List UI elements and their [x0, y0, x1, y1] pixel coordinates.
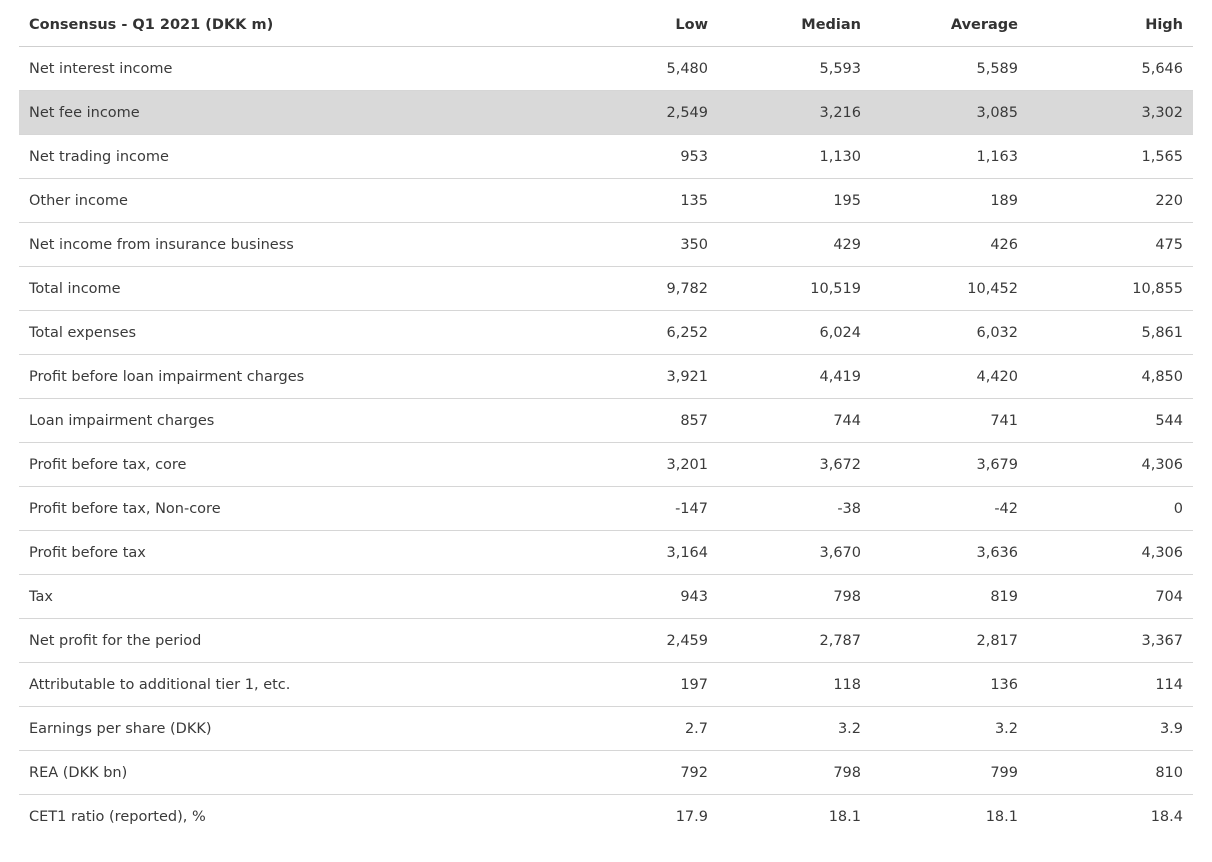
- cell-median: -38: [718, 487, 871, 531]
- cell-median: 429: [718, 223, 871, 267]
- cell-low: 3,201: [588, 443, 718, 487]
- cell-label: Total income: [19, 267, 588, 311]
- cell-high: 4,850: [1028, 355, 1193, 399]
- cell-high: 544: [1028, 399, 1193, 443]
- table-row: [19, 179, 1193, 223]
- cell-label: Other income: [19, 179, 588, 223]
- header-median: Median: [718, 3, 871, 47]
- cell-average: 2,817: [871, 619, 1028, 663]
- header-high: High: [1028, 3, 1193, 47]
- cell-median: 3,216: [718, 91, 871, 135]
- cell-low: 3,921: [588, 355, 718, 399]
- table-row: [19, 135, 1193, 179]
- cell-high: 4,306: [1028, 443, 1193, 487]
- cell-low: 2,549: [588, 91, 718, 135]
- table-row: [19, 47, 1193, 91]
- cell-label: Net profit for the period: [19, 619, 588, 663]
- cell-median: 3.2: [718, 707, 871, 751]
- cell-median: 10,519: [718, 267, 871, 311]
- table-row: [19, 223, 1193, 267]
- table-body: [19, 47, 1193, 839]
- cell-average: 3,679: [871, 443, 1028, 487]
- cell-high: 4,306: [1028, 531, 1193, 575]
- cell-median: 1,130: [718, 135, 871, 179]
- cell-low: 953: [588, 135, 718, 179]
- cell-average: -42: [871, 487, 1028, 531]
- cell-average: 5,589: [871, 47, 1028, 91]
- table-row: [19, 663, 1193, 707]
- cell-average: 6,032: [871, 311, 1028, 355]
- cell-median: 18.1: [828, 808, 861, 825]
- header-consensus: Consensus - Q1 2021 (DKK m): [19, 3, 588, 47]
- cell-low: 792: [588, 751, 718, 795]
- cell-low: 350: [588, 223, 718, 267]
- table-row: [19, 751, 1193, 795]
- cell-average: 741: [871, 399, 1028, 443]
- header-low: Low: [588, 3, 718, 47]
- table-row: [19, 355, 1193, 399]
- cell-median: 5,593: [718, 47, 871, 91]
- cell-label: Total expenses: [19, 311, 588, 355]
- cell-high: 10,855: [1028, 267, 1193, 311]
- cell-average: 136: [871, 663, 1028, 707]
- table-row: [19, 267, 1193, 311]
- cell-median: 118: [718, 663, 871, 707]
- cell-low: 857: [588, 399, 718, 443]
- table-row: [19, 311, 1193, 355]
- cell-label: Profit before tax, core: [19, 443, 588, 487]
- cell-median: 195: [718, 179, 871, 223]
- table-row: [19, 443, 1193, 487]
- cell-average: 426: [871, 223, 1028, 267]
- cell-high: 3.9: [1028, 707, 1193, 751]
- cell-high: 810: [1028, 751, 1193, 795]
- cell-average: 819: [871, 575, 1028, 619]
- cell-low: 943: [588, 575, 718, 619]
- cell-label: Net trading income: [19, 135, 588, 179]
- cell-high: 0: [1028, 487, 1193, 531]
- cell-high: 220: [1028, 179, 1193, 223]
- consensus-table: [19, 3, 1193, 838]
- cell-label: Earnings per share (DKK): [19, 707, 588, 751]
- cell-high: 3,302: [1028, 91, 1193, 135]
- cell-high: 475: [1028, 223, 1193, 267]
- cell-label: Profit before tax, Non-core: [19, 487, 588, 531]
- cell-median: 6,024: [718, 311, 871, 355]
- table-header-row: [19, 3, 1193, 47]
- table-row: [19, 399, 1193, 443]
- cell-low: -147: [588, 487, 718, 531]
- table-row: [19, 619, 1193, 663]
- table-row: [19, 575, 1193, 619]
- cell-average: 3,636: [871, 531, 1028, 575]
- cell-low: 9,782: [588, 267, 718, 311]
- cell-label: CET1 ratio (reported), %: [29, 808, 206, 825]
- cell-label: Net interest income: [19, 47, 588, 91]
- cell-median: 744: [718, 399, 871, 443]
- cell-high: 114: [1028, 663, 1193, 707]
- cell-low: 3,164: [588, 531, 718, 575]
- cell-low: 2.7: [588, 707, 718, 751]
- table-row: [19, 531, 1193, 575]
- cell-low: 6,252: [588, 311, 718, 355]
- cell-average: 189: [871, 179, 1028, 223]
- cell-low: 135: [588, 179, 718, 223]
- cell-label: Net fee income: [19, 91, 588, 135]
- cell-high: 704: [1028, 575, 1193, 619]
- cell-average: 799: [871, 751, 1028, 795]
- cell-label: Profit before loan impairment charges: [19, 355, 588, 399]
- cell-label: Attributable to additional tier 1, etc.: [19, 663, 588, 707]
- cell-average: 3.2: [871, 707, 1028, 751]
- cell-average: 4,420: [871, 355, 1028, 399]
- header-average: Average: [871, 3, 1028, 47]
- cell-high: 5,646: [1028, 47, 1193, 91]
- cell-high: 3,367: [1028, 619, 1193, 663]
- cell-low: 17.9: [675, 808, 708, 825]
- consensus-table-container: [19, 3, 1183, 838]
- cell-median: 3,670: [718, 531, 871, 575]
- cell-median: 798: [718, 751, 871, 795]
- cell-label: Tax: [19, 575, 588, 619]
- cell-label: REA (DKK bn): [19, 751, 588, 795]
- cell-high: 18.4: [1150, 808, 1183, 825]
- cell-label: Net income from insurance business: [19, 223, 588, 267]
- cell-median: 798: [718, 575, 871, 619]
- cell-average: 1,163: [871, 135, 1028, 179]
- cell-label: Loan impairment charges: [19, 399, 588, 443]
- cell-average: 10,452: [871, 267, 1028, 311]
- table-row: [19, 707, 1193, 751]
- cell-high: 1,565: [1028, 135, 1193, 179]
- cell-high: 5,861: [1028, 311, 1193, 355]
- cell-low: 197: [588, 663, 718, 707]
- table-row: [19, 91, 1193, 135]
- cell-low: 5,480: [588, 47, 718, 91]
- cell-average: 18.1: [985, 808, 1018, 825]
- cell-median: 4,419: [718, 355, 871, 399]
- cell-median: 3,672: [718, 443, 871, 487]
- table-row: [19, 795, 1193, 839]
- table-row: [19, 487, 1193, 531]
- cell-label: Profit before tax: [19, 531, 588, 575]
- cell-average: 3,085: [871, 91, 1028, 135]
- cell-low: 2,459: [588, 619, 718, 663]
- cell-median: 2,787: [718, 619, 871, 663]
